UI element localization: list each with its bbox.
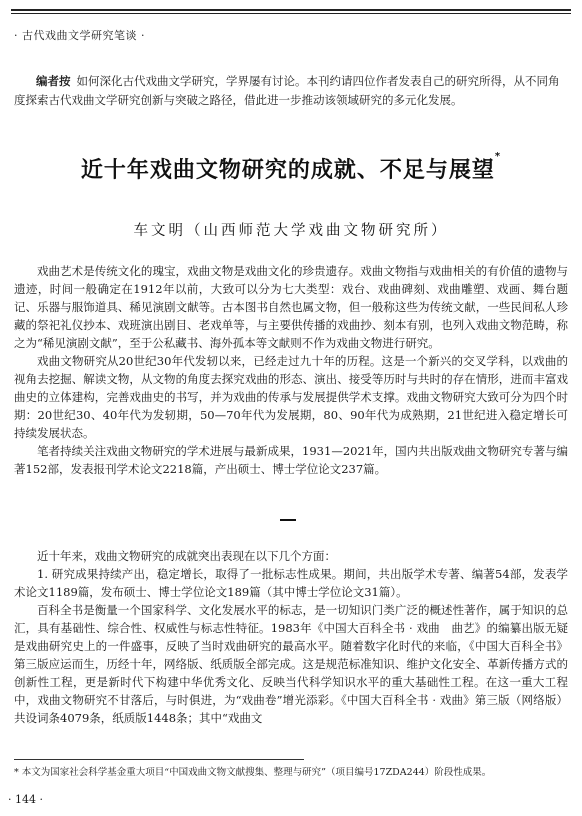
- section-number-one: [280, 519, 296, 521]
- running-header: · 古代戏曲文学研究笔谈 ·: [14, 29, 145, 42]
- footnote: * 本文为国家社会科学基金重大项目“中国戏曲文物文献搜集、整理与研究”（项目编号17ZDA244）阶段性成果。: [14, 767, 492, 778]
- main-paragraph: 百科全书是衡量一个国家科学、文化发展水平的标志，是一切知识门类广泛的概述性著作，属于知识的总汇，具有基础性、综合性、权威性与标志性特征。1983年《中国大百科全书 · 戏曲 曲艺》的编纂出版无疑是戏曲研究史上的一件盛事，反映了当时戏曲研究的最高水平。随着数字化时代的来临，《中国大百科全书》第三版应运而生，历经十年，网络版、纸质版全部完成。这是规范标准知识、维护文化安全、革新传播方式的创新性工程，更是新时代下构建中华优秀文化、反映当代科学知识水平的重大基础性工程。在这一重大工程中，戏曲文物研究不甘落后，与时俱进，为“戏曲卷”增光添彩。《中国大百科全书 · 戏曲》第三版（网络版）共设词条4079条，纸质版1448条；其中“戏曲文: [14, 603, 568, 725]
- top-rule: [11, 9, 571, 11]
- main-section: [14, 547, 568, 727]
- intro-paragraph: 戏曲文物研究从20世纪30年代发轫以来，已经走过九十年的历程。这是一个新兴的交叉学科，以戏曲的视角去挖掘、解读文物，从文物的角度去探究戏曲的形态、演出、接受等历时与共时的存在情形，进而丰富戏曲史的立体建构，完善戏曲史的书写，并为戏曲的传承与发展提供学术支撑。戏曲文物研究大致可分为四个时期：20世纪30、40年代为发轫期，50—70年代为发展期，80、90年代为成熟期，21世纪进入稳定增长可持续发展状态。: [14, 354, 568, 440]
- main-paragraph: 近十年来，戏曲文物研究的成就突出表现在以下几个方面：: [37, 549, 336, 563]
- intro-section: [14, 262, 568, 478]
- main-paragraph: 1. 研究成果持续产出，稳定增长，取得了一批标志性成果。期间，共出版学术专著、编著54部，发表学术论文1189篇，发布硕士、博士学位论文189篇（其中博士学位论文31篇）。: [14, 567, 568, 599]
- article-title-text: 近十年戏曲文物研究的成就、不足与展望: [80, 158, 495, 183]
- footnote-divider: [14, 759, 304, 760]
- editor-note-label: 编者按: [36, 74, 71, 88]
- intro-paragraph: 戏曲艺术是传统文化的瑰宝，戏曲文物是戏曲文化的珍贵遗存。戏曲文物指与戏曲相关的有价值的遗物与遗迹，时间一般确定在1912年以前，大致可以分为七大类型：戏台、戏曲碑刻、戏曲雕塑、戏画、舞台题记、乐器与服饰道具、稀见演剧文献等。古本图书自然也属文物，但一般称这些为传统文献，一些民间私人珍藏的祭祀礼仪抄本、戏班演出剧目、老戏单等，与主要供传播的戏曲抄、刻本有别，也列入戏曲文物范畴，称之为“稀见演剧文献”，至于公私藏书、海外孤本等文献则不作为戏曲文物进行研究。: [14, 264, 568, 350]
- author-line: 车文明（山西师范大学戏曲文物研究所）: [133, 223, 449, 239]
- article-title: [0, 153, 582, 184]
- editor-note-text: 如何深化古代戏曲文学研究，学界屡有讨论。本刊约请四位作者发表自己的研究所得，从不同角度探索古代戏曲文学研究创新与突破之路径，借此进一步推动该领域研究的多元化发展。: [14, 74, 560, 107]
- editor-note: [14, 72, 568, 110]
- title-footnote-mark: *: [494, 151, 502, 162]
- intro-paragraph: 笔者持续关注戏曲文物研究的学术进展与最新成果，1931—2021年，国内共出版戏曲文物研究专著与编著152部，发表报刊学术论文2218篇，产出硕士、博士学位论文237篇。: [14, 444, 568, 476]
- page-number: · 144 ·: [8, 793, 43, 806]
- top-rule-thin: [11, 13, 571, 14]
